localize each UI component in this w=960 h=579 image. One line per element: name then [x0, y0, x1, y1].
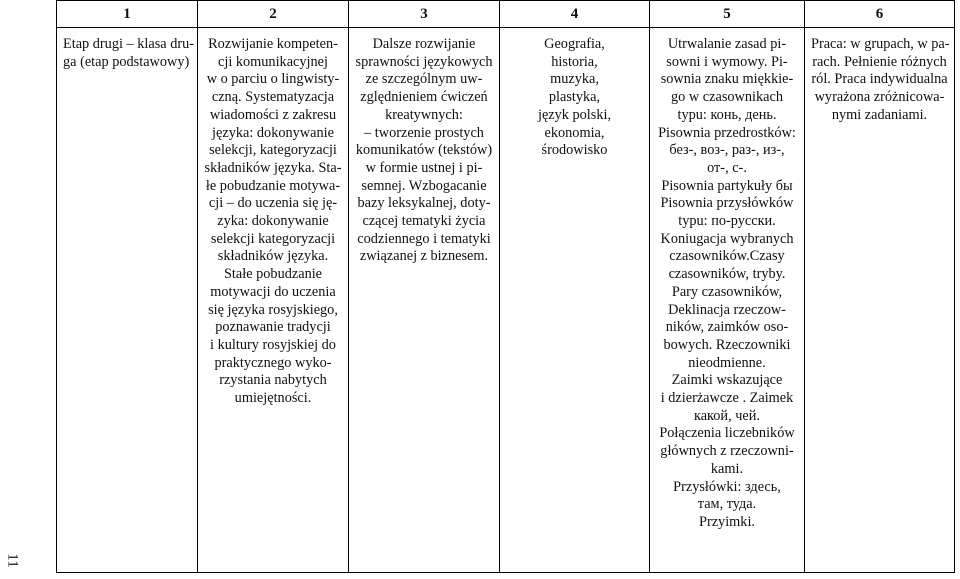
header-row — [57, 1, 955, 28]
cell-line: Koniugacja wybranych — [660, 230, 794, 247]
cell-line: Stałe pobudzanie — [223, 266, 323, 283]
cell-line: selekcji kategoryzacji — [210, 230, 336, 247]
cell-line: Połączenia liczebników — [659, 425, 795, 442]
cell-line: ekonomia, — [544, 124, 605, 141]
cell-line: Pary czasowników, — [671, 283, 783, 300]
competences-cell — [198, 28, 349, 573]
cell-line: там, туда. — [697, 496, 757, 513]
column-header: 1 — [57, 1, 198, 28]
cell-line: bazy leksykalnej, doty- — [357, 195, 491, 212]
cell-line: motywacji do uczenia — [210, 283, 336, 300]
cell-line: bowych. Rzeczowniki — [663, 336, 791, 353]
cell-line: język polski, — [537, 106, 612, 123]
cell-line: czną. Systematyzacja — [211, 89, 335, 106]
cell-line: Praca: w grupach, w pa- — [811, 36, 950, 52]
cell-line: poznawanie tradycji — [215, 319, 331, 336]
cell-line: Zaimki wskazujące — [671, 372, 783, 389]
cell-line: Pisownia partykuły бы — [661, 177, 793, 194]
table-row — [57, 28, 955, 573]
cell-line: – tworzenie prostych — [364, 124, 484, 141]
subjects-cell — [500, 28, 650, 573]
topics-cell — [650, 28, 805, 573]
cell-line: historia, — [551, 53, 598, 70]
cell-line: Deklinacja rzeczow- — [668, 301, 786, 318]
column-header: 4 — [500, 1, 650, 28]
cell-line: kreatywnych: — [385, 106, 463, 123]
cell-line: selekcji, kategoryzacji — [209, 142, 337, 159]
cell-line: w o parciu o lingwisty- — [206, 71, 340, 88]
cell-line: ga (etap podstawowy) — [63, 53, 190, 70]
cell-line: Rozwijanie kompeten- — [208, 36, 338, 52]
work-forms-cell — [805, 28, 955, 573]
cell-line: ników, zaimków oso- — [665, 319, 789, 336]
cell-line: Utrwalanie zasad pi- — [667, 36, 787, 52]
cell-line: praktycznego wyko- — [214, 354, 332, 371]
cell-line: ze szczególnym uw- — [365, 71, 483, 88]
cell-line: czasowników, tryby. — [668, 266, 786, 283]
cell-line: sprawności językowych — [355, 53, 493, 70]
cell-line: Dalsze rozwijanie — [372, 36, 476, 52]
cell-line: rzystania nabytych — [219, 372, 327, 389]
cell-line: какой, чей. — [693, 407, 760, 424]
cell-line: i kultury rosyjskiej do — [210, 336, 336, 353]
cell-line: umiejętności. — [234, 390, 312, 407]
cell-line: wyrażona zróżnicowa- — [814, 89, 945, 106]
cell-line: Etap drugi – klasa dru- — [63, 36, 195, 52]
cell-line: Geografia, — [544, 36, 605, 52]
cell-line: plastyka, — [548, 89, 601, 106]
cell-line: от-, с-. — [707, 159, 747, 176]
cell-line: Pisownia przedrostków: — [658, 124, 796, 141]
curriculum-table — [56, 0, 955, 573]
cell-line: i dzierżawcze . Zaimek — [660, 390, 794, 407]
level-cell — [57, 28, 198, 573]
cell-line: składników języka. Sta- — [204, 159, 342, 176]
cell-line: języka: dokonywanie — [212, 124, 334, 141]
page-number: 11 — [4, 553, 21, 568]
cell-line: rach. Pełnienie różnych — [812, 53, 947, 70]
cell-line: nieodmienne. — [688, 354, 766, 371]
cell-line: nymi zadaniami. — [831, 106, 928, 123]
cell-line: związanej z biznesem. — [359, 248, 489, 265]
cell-line: kami. — [710, 460, 744, 477]
cell-line: без-, воз-, раз-, из-, — [669, 142, 785, 159]
column-header: 2 — [198, 1, 349, 28]
cell-line: Przysłówki: здесь, — [673, 478, 781, 495]
cell-line: Przyimki. — [699, 513, 755, 530]
cell-line: cji – do uczenia się ję- — [208, 195, 338, 212]
cell-line: składników języka. — [217, 248, 329, 265]
cell-line: wiadomości z zakresu — [209, 106, 337, 123]
cell-line: Pisownia przysłówków — [660, 195, 794, 212]
cell-line: zyka: dokonywanie — [217, 213, 329, 230]
cell-line: go w czasownikach — [671, 89, 783, 106]
cell-line: czasowników.Czasy — [669, 248, 785, 265]
cell-line: ról. Praca indywidualna — [811, 71, 948, 88]
cell-line: komunikatów (tekstów) — [355, 142, 493, 159]
skills-cell — [349, 28, 500, 573]
cell-line: głównych z rzeczowni- — [660, 443, 794, 460]
cell-line: cji komunikacyjnej — [218, 53, 328, 70]
column-header: 6 — [805, 1, 955, 28]
cell-line: typu: по-русски. — [678, 213, 776, 230]
cell-line: codziennego i tematyki — [357, 230, 491, 247]
cell-line: w formie ustnej i pi- — [365, 159, 483, 176]
cell-line: zględnieniem ćwiczeń — [360, 89, 488, 106]
cell-line: sowni i wymowy. Pi- — [666, 53, 788, 70]
cell-line: muzyka, — [550, 71, 599, 88]
cell-line: łe pobudzanie motywa- — [205, 177, 341, 194]
column-header: 3 — [349, 1, 500, 28]
cell-line: sownia znaku miękkie- — [660, 71, 794, 88]
cell-line: typu: конь, день. — [677, 106, 777, 123]
cell-line: się języka rosyjskiego, — [208, 301, 338, 318]
column-header: 5 — [650, 1, 805, 28]
cell-line: czącej tematyki życia — [362, 213, 486, 230]
cell-line: środowisko — [541, 142, 608, 159]
cell-line: semnej. Wzbogacanie — [361, 177, 487, 194]
